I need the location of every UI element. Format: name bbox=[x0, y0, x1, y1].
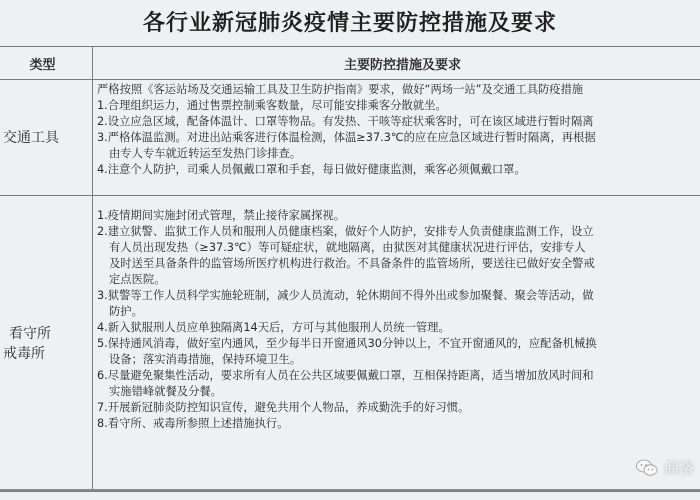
measure-line: 4.新入狱服刑人员应单独隔离14天后，方可与其他服刑人员统一管理。 bbox=[97, 321, 450, 334]
row-measures-cell bbox=[93, 196, 700, 492]
row-type-cell bbox=[0, 196, 93, 492]
header-type: 类型 bbox=[0, 47, 93, 80]
row-type-cell bbox=[0, 80, 93, 196]
watermark-text: 商洛 bbox=[663, 459, 694, 477]
measure-line: 7.开展新冠肺炎防控知识宣传，避免共用个人物品，养成勤洗手的好习惯。 bbox=[97, 401, 470, 414]
type-label: 看守所 bbox=[9, 325, 51, 342]
table-header-row bbox=[0, 47, 700, 80]
measure-line: 1.合理组织运力，通过售票控制乘客数量，尽可能安排乘客分散就坐。 bbox=[97, 99, 447, 112]
measure-line: 8.看守所、戒毒所参照上述措施执行。 bbox=[97, 417, 289, 430]
measure-line: 5.保持通风消毒，做好室内通风，至少每半日开窗通风30分钟以上，不宜开窗通风的，应配备机械换 bbox=[97, 337, 597, 350]
measure-line: 及时送至具备条件的监管场所医疗机构进行救治。不具备条件的监管场所，要送往已做好安全警戒 bbox=[109, 257, 595, 270]
bottom-rule bbox=[0, 489, 700, 491]
measure-line: 实施错峰就餐及分餐。 bbox=[109, 385, 222, 398]
row-measures-cell bbox=[93, 80, 700, 196]
header-measures: 主要防控措施及要求 bbox=[93, 47, 700, 80]
measure-line: 3.严格体温监测。对进出站乘客进行体温检测，体温≥37.3℃的应在应急区域进行暂时隔离，再根据 bbox=[97, 131, 596, 144]
measures-table bbox=[0, 46, 700, 492]
measure-line: 2.设立应急区域，配备体温计、口罩等物品。有发热、干咳等症状乘客时，可在该区域进行暂时隔离 bbox=[97, 115, 594, 128]
table-row bbox=[0, 80, 700, 196]
measure-line: 定点医院。 bbox=[109, 273, 166, 286]
document-title: 各行业新冠肺炎疫情主要防控措施及要求 bbox=[142, 10, 557, 36]
table-row bbox=[0, 196, 700, 492]
measure-line: 3.狱警等工作人员科学实施轮班制，减少人员流动，轮休期间不得外出或参加聚餐、聚会等活动，做 bbox=[97, 289, 594, 302]
measure-line: 由专人专车就近转运至发热门诊排查。 bbox=[109, 147, 302, 160]
measure-line: 有人员出现发热（≥37.3℃）等可疑症状，就地隔离，由狱医对其健康状况进行评估，安排专人 bbox=[109, 241, 586, 254]
measure-line: 防护。 bbox=[109, 305, 143, 318]
type-label: 戒毒所 bbox=[3, 345, 45, 362]
watermark bbox=[636, 457, 694, 478]
measure-line: 2.建立狱警、监狱工作人员和服刑人员健康档案，做好个人防护，安排专人负责健康监测工作，设立 bbox=[97, 225, 594, 238]
type-label: 交通工具 bbox=[3, 129, 59, 146]
measure-line: 严格按照《客运站场及交通运输工具及卫生防护指南》要求，做好“两场一站”及交通工具防疫措施 bbox=[97, 83, 584, 96]
measure-line: 6.尽量避免聚集性活动，要求所有人员在公共区域要佩戴口罩，互相保持距离，适当增加放风时间和 bbox=[97, 369, 594, 382]
measure-line: 1.疫情期间实施封闭式管理，禁止接待家属探视。 bbox=[97, 209, 346, 222]
measure-line: 设备；落实消毒措施，保持环境卫生。 bbox=[109, 353, 302, 366]
wechat-icon bbox=[636, 459, 658, 477]
measure-line: 4.注意个人防护，司乘人员佩戴口罩和手套，每日做好健康监测，乘客必须佩戴口罩。 bbox=[97, 163, 526, 176]
